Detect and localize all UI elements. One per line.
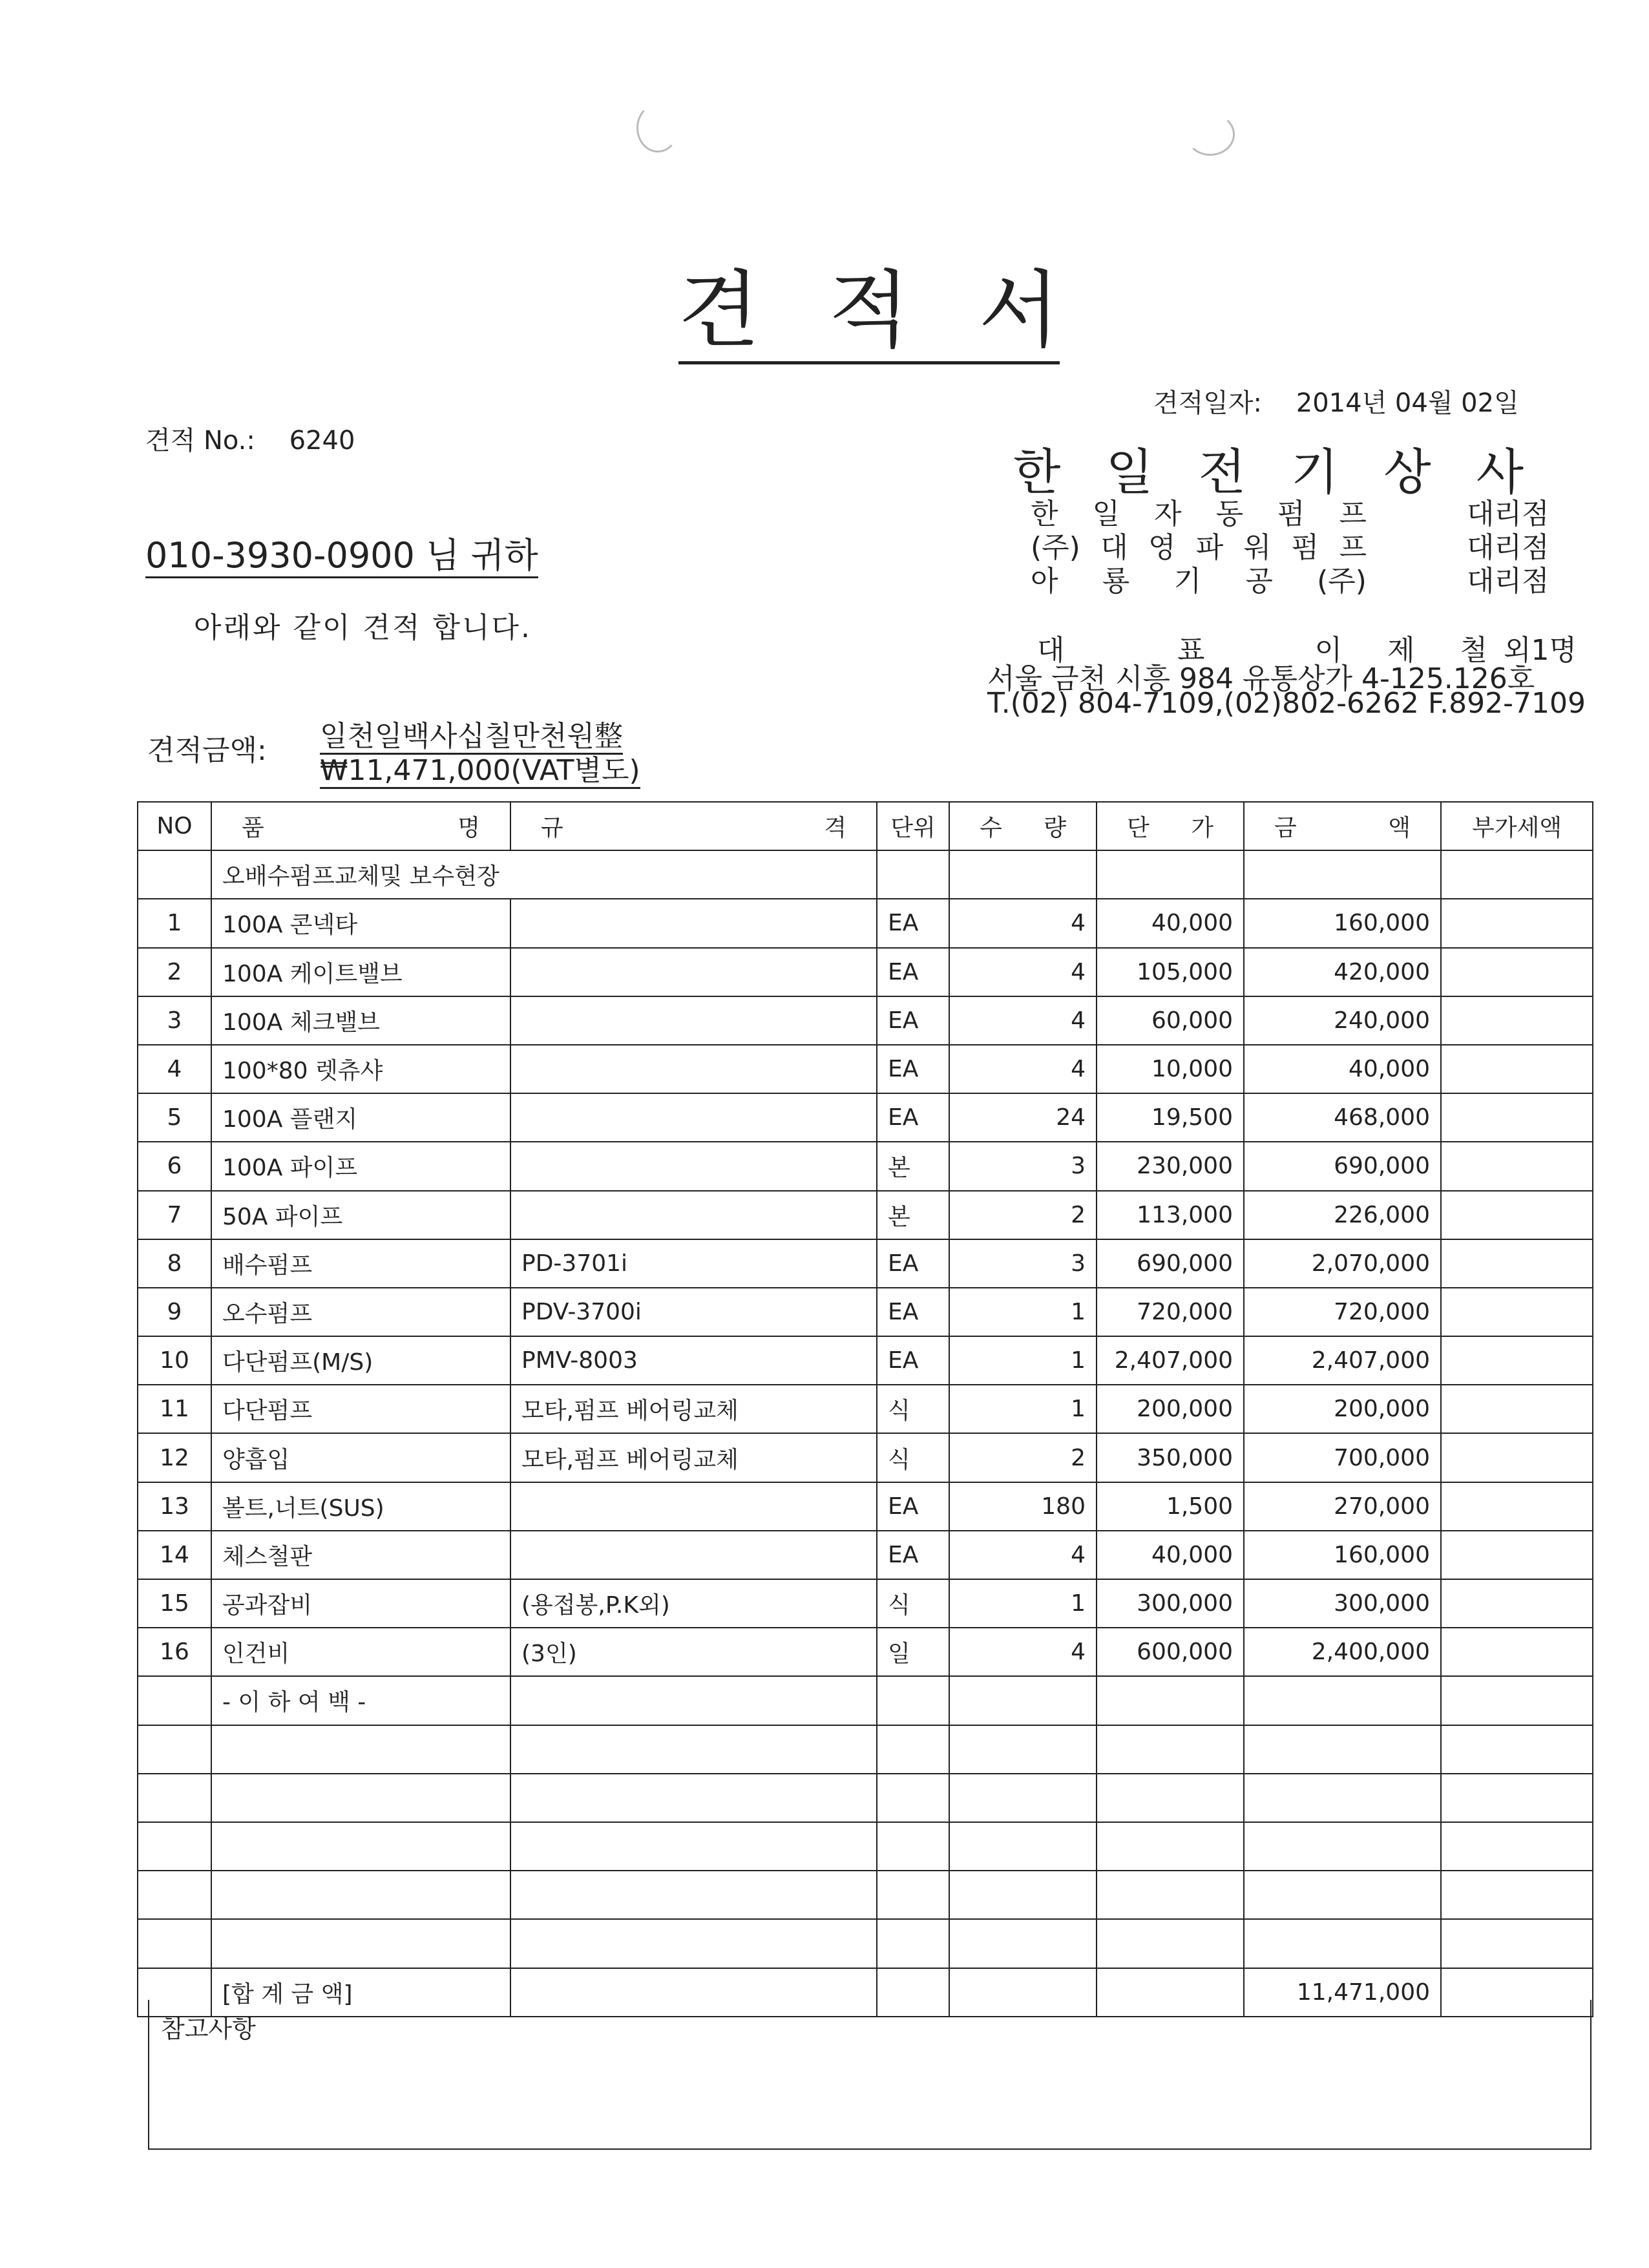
cell-no: 13 bbox=[138, 1482, 211, 1531]
cell-spec: PDV-3700i bbox=[510, 1288, 877, 1336]
header-vat: 부가세액 bbox=[1441, 802, 1593, 850]
cell-no: 2 bbox=[138, 948, 211, 996]
company-name-char: 한 bbox=[1013, 443, 1061, 501]
cell-quantity: 24 bbox=[949, 1093, 1097, 1142]
cell-no: 14 bbox=[138, 1531, 211, 1579]
cell-no: 6 bbox=[138, 1142, 211, 1190]
intro-text: 아래와 같이 견적 합니다. bbox=[194, 611, 532, 644]
cell-no: 11 bbox=[138, 1385, 211, 1433]
cell-unit: EA bbox=[877, 948, 949, 996]
cell-unit-price: 720,000 bbox=[1097, 1288, 1244, 1336]
cell-unit-price: 19,500 bbox=[1097, 1093, 1244, 1142]
header-no: NO bbox=[138, 802, 211, 850]
affiliate-agency: 대리점 bbox=[1467, 565, 1549, 598]
affiliate-name-char: 펌 bbox=[1277, 498, 1305, 530]
section-title: 오배수펌프교체및 보수현장 bbox=[211, 850, 877, 899]
header-unit: 단위 bbox=[877, 802, 949, 850]
table-row bbox=[138, 1579, 1593, 1628]
header-char: 명 bbox=[457, 815, 480, 842]
affiliate-name-char: 프 bbox=[1339, 498, 1367, 530]
affiliate-name-char: 일 bbox=[1092, 498, 1120, 530]
affiliate-name-char: 영 bbox=[1148, 531, 1176, 564]
quote-date bbox=[1153, 383, 1519, 419]
table-row bbox=[138, 1628, 1593, 1676]
cell-quantity: 1 bbox=[949, 1385, 1097, 1433]
cell-unit: EA bbox=[877, 996, 949, 1045]
cell-quantity: 180 bbox=[949, 1482, 1097, 1531]
cell-no: 16 bbox=[138, 1628, 211, 1676]
affiliate-name-char: 한 bbox=[1031, 498, 1058, 530]
cell-unit: EA bbox=[877, 1336, 949, 1385]
cell-quantity: 4 bbox=[949, 1628, 1097, 1676]
quote-date-label: 견적일자: bbox=[1153, 388, 1263, 418]
cell-spec: (용접봉,P.K외) bbox=[510, 1579, 877, 1628]
cell-unit-price: 230,000 bbox=[1097, 1142, 1244, 1190]
cell-vat bbox=[1441, 1093, 1593, 1142]
cell-spec bbox=[510, 1482, 877, 1531]
table-row bbox=[138, 1482, 1593, 1531]
cell-no: 1 bbox=[138, 899, 211, 947]
empty-row bbox=[138, 1774, 1593, 1822]
quote-number-value: 6240 bbox=[289, 426, 355, 456]
cell-unit-price: 300,000 bbox=[1097, 1579, 1244, 1628]
cell-vat bbox=[1441, 1628, 1593, 1676]
amount-label: 견적금액: bbox=[147, 734, 267, 767]
table-row bbox=[138, 1385, 1593, 1433]
quote-date-value: 2014년 04월 02일 bbox=[1296, 388, 1519, 418]
cell-item-name: 양흡입 bbox=[211, 1433, 510, 1482]
cell-vat bbox=[1441, 1531, 1593, 1579]
affiliate-name-char: (주) bbox=[1031, 531, 1080, 564]
company-name-char: 기 bbox=[1290, 443, 1339, 501]
cell-vat bbox=[1441, 1385, 1593, 1433]
scan-mark bbox=[1186, 113, 1235, 156]
cell-unit: EA bbox=[877, 1531, 949, 1579]
header-char: 금 bbox=[1274, 815, 1297, 842]
cell-unit-price: 113,000 bbox=[1097, 1191, 1244, 1239]
cell-amount: 2,400,000 bbox=[1244, 1628, 1441, 1676]
cell-spec bbox=[510, 948, 877, 996]
empty-row bbox=[138, 1822, 1593, 1871]
cell-amount: 200,000 bbox=[1244, 1385, 1441, 1433]
cell-no: 3 bbox=[138, 996, 211, 1045]
cell-unit-price: 2,407,000 bbox=[1097, 1336, 1244, 1385]
cell-vat bbox=[1441, 1433, 1593, 1482]
table-header-row bbox=[138, 802, 1593, 850]
cell-unit-price: 40,000 bbox=[1097, 1531, 1244, 1579]
cell-amount: 300,000 bbox=[1244, 1579, 1441, 1628]
recipient: 010-3930-0900 님 귀하 bbox=[145, 535, 538, 578]
cell-unit: EA bbox=[877, 1482, 949, 1531]
header-item-name bbox=[211, 802, 510, 850]
cell-no: 9 bbox=[138, 1288, 211, 1336]
cell-quantity: 4 bbox=[949, 1531, 1097, 1579]
amount-numeric: ₩11,471,000(VAT별도) bbox=[320, 755, 640, 789]
affiliate-name-char: 워 bbox=[1243, 531, 1272, 564]
affiliate-name bbox=[1031, 498, 1367, 531]
table-row bbox=[138, 1433, 1593, 1482]
affiliate-name-char: 파 bbox=[1195, 531, 1224, 564]
cell-unit-price: 350,000 bbox=[1097, 1433, 1244, 1482]
affiliate-name bbox=[1031, 531, 1367, 565]
company-address: 서울 금천 시흥 984 유통상가 4-125.126호 bbox=[987, 662, 1535, 695]
cell-unit: EA bbox=[877, 899, 949, 947]
cell-item-name: 인건비 bbox=[211, 1628, 510, 1676]
cell-spec: 모타,펌프 베어링교체 bbox=[510, 1385, 877, 1433]
cell-unit: 식 bbox=[877, 1579, 949, 1628]
cell-amount: 720,000 bbox=[1244, 1288, 1441, 1336]
cell-vat bbox=[1441, 1191, 1593, 1239]
page-title bbox=[678, 262, 1060, 364]
affiliate-name-char: 공 bbox=[1245, 565, 1273, 598]
cell-unit: EA bbox=[877, 1239, 949, 1288]
cell-no: 7 bbox=[138, 1191, 211, 1239]
cell-quantity: 4 bbox=[949, 996, 1097, 1045]
amount-korean: 일천일백사십칠만천원整 bbox=[320, 720, 623, 755]
scan-mark bbox=[636, 103, 679, 152]
cell-no: 8 bbox=[138, 1239, 211, 1288]
company-name bbox=[1013, 433, 1524, 503]
notes-box bbox=[148, 2000, 1591, 2150]
header-char: 규 bbox=[541, 815, 563, 842]
affiliate-list bbox=[1031, 498, 1549, 598]
header-char: 가 bbox=[1191, 815, 1213, 842]
cell-item-name: 공과잡비 bbox=[211, 1579, 510, 1628]
cell-vat bbox=[1441, 1288, 1593, 1336]
cell-item-name: 100A 콘넥타 bbox=[211, 899, 510, 947]
cell-item-name: 100A 체크밸브 bbox=[211, 996, 510, 1045]
header-char: 량 bbox=[1044, 815, 1066, 842]
table-row bbox=[138, 1191, 1593, 1239]
affiliate-name-char: 아 bbox=[1031, 565, 1058, 598]
title-char: 견 bbox=[678, 261, 760, 359]
cell-spec bbox=[510, 1191, 877, 1239]
cell-spec bbox=[510, 1093, 877, 1142]
cell-item-name: 오수펌프 bbox=[211, 1288, 510, 1336]
cell-spec: (3인) bbox=[510, 1628, 877, 1676]
total-amount: 11,471,000 bbox=[1244, 1968, 1441, 2017]
cell-spec: 모타,펌프 베어링교체 bbox=[510, 1433, 877, 1482]
cell-amount: 160,000 bbox=[1244, 1531, 1441, 1579]
cell-vat bbox=[1441, 899, 1593, 947]
affiliate-agency: 대리점 bbox=[1467, 531, 1549, 564]
cell-vat bbox=[1441, 948, 1593, 996]
cell-item-name: 100*80 렛츄샤 bbox=[211, 1045, 510, 1093]
cell-quantity: 4 bbox=[949, 899, 1097, 947]
cell-unit: EA bbox=[877, 1045, 949, 1093]
cell-unit-price: 10,000 bbox=[1097, 1045, 1244, 1093]
cell-no: 4 bbox=[138, 1045, 211, 1093]
cell-quantity: 4 bbox=[949, 948, 1097, 996]
empty-row bbox=[138, 1919, 1593, 1968]
cell-vat bbox=[1441, 1045, 1593, 1093]
empty-row bbox=[138, 1725, 1593, 1774]
cell-item-name: 100A 케이트밸브 bbox=[211, 948, 510, 996]
cell-spec: PD-3701i bbox=[510, 1239, 877, 1288]
cell-unit-price: 105,000 bbox=[1097, 948, 1244, 996]
cell-unit-price: 40,000 bbox=[1097, 899, 1244, 947]
notes-label: 참고사항 bbox=[161, 2015, 256, 2043]
affiliate-row bbox=[1031, 498, 1549, 531]
cell-vat bbox=[1441, 1482, 1593, 1531]
cell-amount: 270,000 bbox=[1244, 1482, 1441, 1531]
cell-amount: 226,000 bbox=[1244, 1191, 1441, 1239]
rep-extra: 외1명 bbox=[1503, 634, 1577, 667]
cell-amount: 690,000 bbox=[1244, 1142, 1441, 1190]
cell-spec bbox=[510, 1531, 877, 1579]
cell-spec bbox=[510, 1142, 877, 1190]
company-name-char: 사 bbox=[1476, 443, 1524, 501]
quote-items-table bbox=[137, 801, 1593, 2017]
table-row bbox=[138, 948, 1593, 996]
cell-no: 5 bbox=[138, 1093, 211, 1142]
cell-quantity: 1 bbox=[949, 1579, 1097, 1628]
cell-item-name: 체스철판 bbox=[211, 1531, 510, 1579]
company-name-char: 상 bbox=[1383, 443, 1431, 501]
cell-quantity: 2 bbox=[949, 1191, 1097, 1239]
cell-amount: 2,407,000 bbox=[1244, 1336, 1441, 1385]
rep-name-char: 제 bbox=[1387, 634, 1415, 667]
affiliate-name-char: 룡 bbox=[1102, 565, 1130, 598]
cell-amount: 40,000 bbox=[1244, 1045, 1441, 1093]
rep-label-char: 대 bbox=[1037, 634, 1065, 667]
cell-item-name: 다단펌프(M/S) bbox=[211, 1336, 510, 1385]
cell-unit-price: 690,000 bbox=[1097, 1239, 1244, 1288]
cell-item-name: 100A 플랜지 bbox=[211, 1093, 510, 1142]
table-row bbox=[138, 1336, 1593, 1385]
affiliate-name bbox=[1031, 565, 1367, 598]
cell-spec: PMV-8003 bbox=[510, 1336, 877, 1385]
cell-quantity: 1 bbox=[949, 1336, 1097, 1385]
header-char: 품 bbox=[242, 815, 264, 842]
company-name-char: 전 bbox=[1198, 443, 1246, 501]
title-char: 서 bbox=[978, 261, 1060, 359]
quote-number-label: 견적 No.: bbox=[145, 426, 255, 456]
cell-quantity: 3 bbox=[949, 1142, 1097, 1190]
affiliate-name-char: 펌 bbox=[1291, 531, 1319, 564]
header-char: 단 bbox=[1127, 815, 1150, 842]
cell-vat bbox=[1441, 996, 1593, 1045]
cell-unit: EA bbox=[877, 1288, 949, 1336]
cell-amount: 2,070,000 bbox=[1244, 1239, 1441, 1288]
header-unit-price bbox=[1097, 802, 1244, 850]
company-phone: T.(02) 804-7109,(02)802-6262 F.892-7109 bbox=[987, 687, 1586, 720]
cell-item-name: 50A 파이프 bbox=[211, 1191, 510, 1239]
cell-unit: 본 bbox=[877, 1142, 949, 1190]
cell-unit: 일 bbox=[877, 1628, 949, 1676]
affiliate-name-char: 동 bbox=[1215, 498, 1243, 530]
rep-label-char: 표 bbox=[1177, 634, 1205, 667]
cell-spec bbox=[510, 996, 877, 1045]
blank-marker: - 이 하 여 백 - bbox=[211, 1676, 510, 1725]
rep-name-char: 이 bbox=[1314, 634, 1343, 667]
cell-quantity: 4 bbox=[949, 1045, 1097, 1093]
cell-quantity: 2 bbox=[949, 1433, 1097, 1482]
table-row bbox=[138, 1239, 1593, 1288]
table-row bbox=[138, 996, 1593, 1045]
header-spec bbox=[510, 802, 877, 850]
affiliate-agency: 대리점 bbox=[1467, 498, 1549, 530]
affiliate-row bbox=[1031, 565, 1549, 598]
cell-unit-price: 200,000 bbox=[1097, 1385, 1244, 1433]
table-row bbox=[138, 1531, 1593, 1579]
cell-amount: 240,000 bbox=[1244, 996, 1441, 1045]
cell-amount: 160,000 bbox=[1244, 899, 1441, 947]
cell-unit: 본 bbox=[877, 1191, 949, 1239]
cell-vat bbox=[1441, 1239, 1593, 1288]
affiliate-name-char: 자 bbox=[1153, 498, 1182, 530]
rep-name-char: 철 bbox=[1460, 634, 1487, 667]
cell-quantity: 3 bbox=[949, 1239, 1097, 1288]
cell-amount: 700,000 bbox=[1244, 1433, 1441, 1482]
section-title-row bbox=[138, 850, 1593, 899]
affiliate-name-char: 기 bbox=[1173, 565, 1202, 598]
table-row bbox=[138, 1288, 1593, 1336]
table-row bbox=[138, 1045, 1593, 1093]
affiliate-row bbox=[1031, 531, 1549, 565]
cell-spec bbox=[510, 899, 877, 947]
cell-no: 12 bbox=[138, 1433, 211, 1482]
cell-no: 15 bbox=[138, 1579, 211, 1628]
cell-vat bbox=[1441, 1336, 1593, 1385]
cell-vat bbox=[1441, 1579, 1593, 1628]
cell-item-name: 배수펌프 bbox=[211, 1239, 510, 1288]
cell-unit-price: 60,000 bbox=[1097, 996, 1244, 1045]
affiliate-name-char: 프 bbox=[1339, 531, 1367, 564]
cell-spec bbox=[510, 1045, 877, 1093]
cell-no: 10 bbox=[138, 1336, 211, 1385]
company-name-char: 일 bbox=[1106, 443, 1153, 501]
quote-number bbox=[145, 420, 355, 457]
cell-unit: 식 bbox=[877, 1433, 949, 1482]
header-amount bbox=[1244, 802, 1441, 850]
affiliate-name-char: 대 bbox=[1100, 531, 1128, 564]
cell-vat bbox=[1441, 1142, 1593, 1190]
table-row bbox=[138, 1142, 1593, 1190]
title-char: 적 bbox=[828, 261, 910, 359]
cell-amount: 420,000 bbox=[1244, 948, 1441, 996]
total-label: [합 계 금 액] bbox=[211, 1968, 510, 2017]
blank-marker-row bbox=[138, 1676, 1593, 1725]
header-char: 액 bbox=[1388, 815, 1411, 842]
empty-row bbox=[138, 1871, 1593, 1919]
affiliate-name-char: (주) bbox=[1317, 565, 1367, 598]
cell-unit-price: 1,500 bbox=[1097, 1482, 1244, 1531]
table-row bbox=[138, 899, 1593, 947]
cell-item-name: 다단펌프 bbox=[211, 1385, 510, 1433]
table-row bbox=[138, 1093, 1593, 1142]
cell-item-name: 볼트,너트(SUS) bbox=[211, 1482, 510, 1531]
cell-unit-price: 600,000 bbox=[1097, 1628, 1244, 1676]
cell-quantity: 1 bbox=[949, 1288, 1097, 1336]
cell-item-name: 100A 파이프 bbox=[211, 1142, 510, 1190]
cell-unit: EA bbox=[877, 1093, 949, 1142]
cell-amount: 468,000 bbox=[1244, 1093, 1441, 1142]
cell-unit: 식 bbox=[877, 1385, 949, 1433]
header-char: 수 bbox=[980, 815, 1002, 842]
header-quantity bbox=[949, 802, 1097, 850]
header-char: 격 bbox=[824, 815, 846, 842]
